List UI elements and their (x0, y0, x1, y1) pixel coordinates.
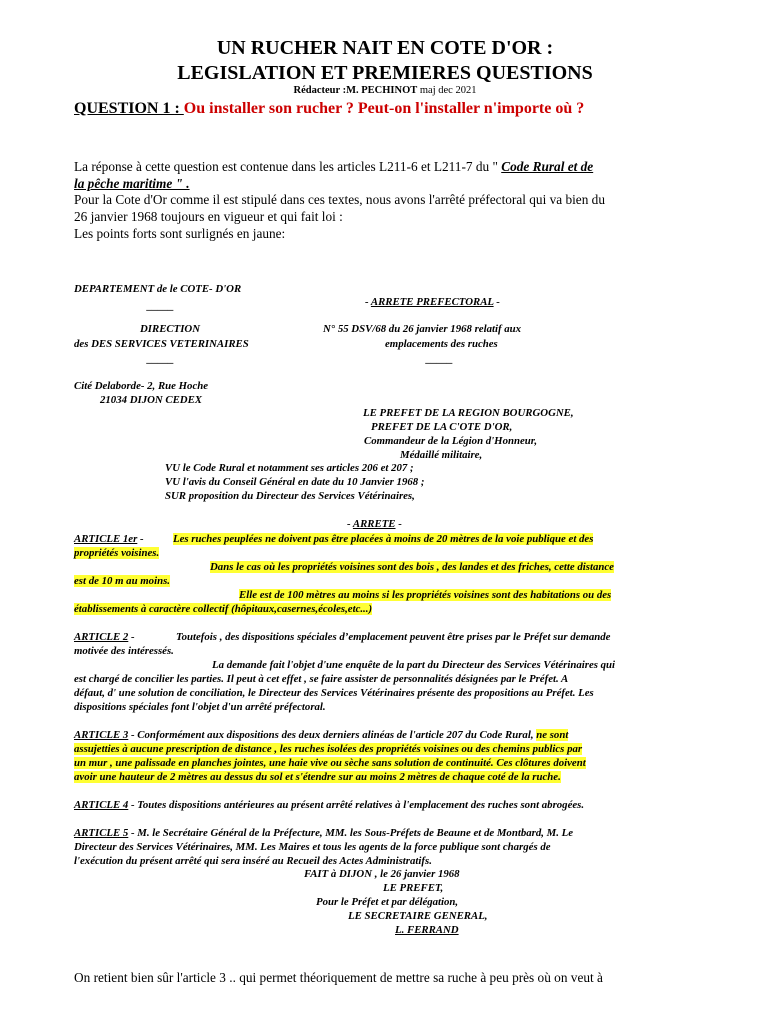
intro-line-1-text: La réponse à cette question est contenue dans les articles L211-6 et L211-7 du " (74, 159, 502, 174)
article-3-line-2 (74, 743, 582, 755)
arrete-label-text: ARRETE (352, 518, 396, 530)
article-1-text-6: établissements à caractère collectif (hôpitaux,casernes,écoles,etc...) (74, 603, 373, 615)
redacteur-date: maj dec 2021 (417, 85, 477, 96)
arrete-title-pre: - (365, 296, 371, 308)
adresse-line-1: Cité Delaborde- 2, Rue Hoche (74, 380, 209, 392)
article-2-line-6: dispositions spéciales font l'objet d'un arrêté préfectoral. (74, 701, 326, 713)
article-5-text-1: - M. le Secrétaire Général de la Préfecture, MM. les Sous-Préfets de Beaune et de Montbard, M. Le (128, 827, 574, 839)
article-1-text-5: Elle est de 100 mètres au moins si les propriétés voisines sont des habitations ou des (239, 589, 612, 601)
article-3-line-1 (74, 729, 568, 741)
article-2-line-3: La demande fait l'objet d'une enquête de la part du Directeur des Services Vétérinaires qui (212, 659, 616, 671)
vu-line-1: VU le Code Rural et notamment ses articles 206 et 207 ; (165, 462, 414, 474)
intro-line-4: 26 janvier 1968 toujours en vigueur et qui fait loi : (74, 209, 343, 224)
document-title-line1: UN RUCHER NAIT EN COTE D'OR : (216, 37, 554, 59)
article-5-line-3: l'exécution du présent arrêté qui sera inséré au Recueil des Actes Administratifs. (74, 855, 432, 867)
adresse-line-2: 21034 DIJON CEDEX (100, 394, 202, 406)
fait-a-dijon: FAIT à DIJON , le 26 janvier 1968 (304, 868, 460, 880)
separator-3: _____ (426, 353, 453, 365)
article-4-text: - Toutes dispositions antérieures au présent arrêté relatives à l'emplacement des ruches sont abrogées. (128, 799, 585, 811)
article-2-line-5: défaut, d' une solution de conciliation, le Directeur des Services Vétérinaires présente des propositions au Préfet. Les (74, 687, 594, 699)
article-3-text-1a: - Conformément aux dispositions des deux derniers alinéas de l'article 207 du Code Rural, (128, 729, 537, 741)
direction: DIRECTION (140, 323, 200, 335)
footer-text: On retient bien sûr l'article 3 .. qui permet théoriquement de mettre sa ruche à peu près où on veut à (74, 970, 603, 985)
question-colon: : (174, 100, 184, 117)
article-1-text-1: Les ruches peuplées ne doivent pas être placées à moins de 20 mètres de la voie publique et des (173, 533, 594, 545)
article-1-line-1 (173, 533, 593, 545)
arrete-prefectoral-title (365, 296, 500, 308)
article-3-line-3 (74, 757, 586, 769)
arrete-emplacements: emplacements des ruches (385, 338, 498, 350)
separator-2: _____ (147, 353, 174, 365)
article-1-label-line (74, 533, 144, 545)
intro-line-2 (74, 176, 190, 192)
pour-le-prefet: Pour le Préfet et par délégation, (316, 896, 459, 908)
article-1-line-4 (74, 575, 170, 587)
separator-1: _____ (147, 300, 174, 312)
arrete-title-text: ARRETE PREFECTORAL (370, 296, 494, 308)
prefet-line-1: LE PREFET DE LA REGION BOURGOGNE, (363, 407, 574, 419)
article-4-label: ARTICLE 4 (74, 799, 129, 811)
services-veterinaires: des DES SERVICES VETERINAIRES (74, 338, 249, 350)
vu-line-2: VU l'avis du Conseil Général en date du 10 Janvier 1968 ; (165, 476, 425, 488)
article-3-text-4: avoir une hauteur de 2 mètres au dessus du sol et s'étendre sur au moins 2 mètres de chaque coté de la ruche. (74, 771, 561, 783)
code-rural-ref: Code Rural et de (501, 159, 594, 174)
question-1-heading (74, 100, 584, 118)
redacteur-label: Rédacteur :M. PECHINOT (293, 85, 418, 96)
departement: DEPARTEMENT de le COTE- D'OR (74, 283, 242, 295)
arrete-label (347, 518, 402, 530)
secretaire-general: LE SECRETAIRE GENERAL, (348, 910, 488, 922)
article-2-line-1: Toutefois , des dispositions spéciales d’emplacement peuvent être prises par le Préfet sur demande (176, 631, 611, 643)
article-1-line-5 (239, 589, 611, 601)
article-3-text-2: assujetties à aucune prescription de distance , les ruches isolées des propriétés voisines ou des chemins publics par (74, 743, 583, 755)
article-5-label: ARTICLE 5 (74, 827, 129, 839)
redacteur-line (0, 85, 770, 96)
article-1-text-2: propriétés voisines. (74, 547, 160, 559)
article-1-line-6 (74, 603, 372, 615)
article-3-line-4 (74, 771, 561, 783)
article-5-line-1 (74, 827, 573, 839)
question-text: Ou installer son rucher ? Peut-on l'installer n'importe où ? (183, 100, 585, 117)
article-1-text-3: Dans le cas où les propriétés voisines sont des bois , des landes et des friches, cette distance (210, 561, 614, 573)
arrete-numero: N° 55 DSV/68 du 26 janvier 1968 relatif aux (323, 323, 522, 335)
article-2-dash: - (128, 631, 135, 643)
article-2-line-4: est chargé de concilier les parties. Il peut à cet effet , se faire assister de personnalités désignées par le Préfet. A (74, 673, 569, 685)
intro-line-5: Les points forts sont surlignés en jaune: (74, 226, 286, 241)
code-rural-ref-2: la pêche maritime " . (74, 176, 190, 191)
article-2-line-2: motivée des intéressés. (74, 645, 174, 657)
article-1-line-3 (210, 561, 614, 573)
article-4-line (74, 799, 584, 811)
article-5-line-2: Directeur des Services Vétérinaires, MM. Les Maires et tous les agents de la force publique sont chargés de (74, 841, 551, 853)
arrete-title-post: - (493, 296, 500, 308)
arrete-label-post: - (395, 518, 402, 530)
sur-proposition: SUR proposition du Directeur des Services Vétérinaires, (165, 490, 415, 502)
article-1-text-4: est de 10 m au moins. (74, 575, 170, 587)
article-2-label-line (74, 631, 135, 643)
article-3-text-3: un mur , une palissade en planches jointes, une haie vive ou sèche sans solution de continuité. Ces clôtures doivent (74, 757, 586, 769)
question-number: QUESTION 1 (74, 100, 175, 117)
prefet-line-3: Commandeur de la Légion d'Honneur, (364, 435, 538, 447)
signature-name: L. FERRAND (395, 924, 459, 936)
article-3-text-1b: ne sont (536, 729, 569, 741)
prefet-line-2: PREFET DE LA C'OTE D'OR, (371, 421, 513, 433)
article-1-dash: - (137, 533, 144, 545)
article-2-label: ARTICLE 2 (74, 631, 129, 643)
intro-line-3: Pour la Cote d'Or comme il est stipulé dans ces textes, nous avons l'arrêté préfectoral qui va bien du (74, 192, 605, 207)
article-1-line-2 (74, 547, 159, 559)
le-prefet: LE PREFET, (383, 882, 444, 894)
article-3-label: ARTICLE 3 (74, 729, 129, 741)
prefet-line-4: Médaillé militaire, (400, 449, 483, 461)
intro-line-1 (74, 159, 593, 175)
arrete-label-pre: - (347, 518, 353, 530)
document-title-line2: LEGISLATION ET PREMIERES QUESTIONS (177, 62, 593, 84)
article-1-label: ARTICLE 1er (74, 533, 138, 545)
